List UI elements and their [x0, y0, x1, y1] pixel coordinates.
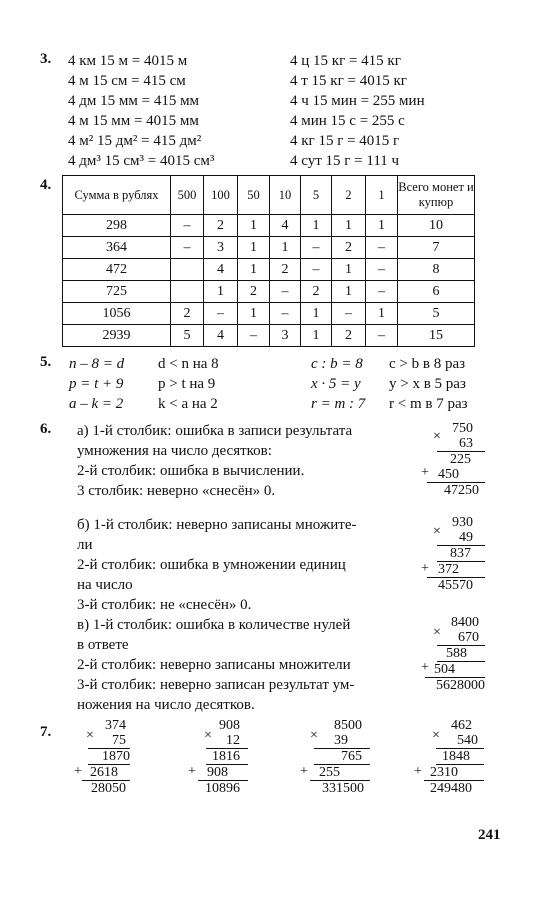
relation: c > b в 8 раз [389, 356, 466, 372]
result: 331500 [310, 780, 370, 796]
text-line: умножения на число десятков: [77, 443, 272, 459]
text-line: 3-й столбик: не «снесён» 0. [77, 597, 252, 613]
table-cell: – [366, 325, 398, 347]
table-cell: 7 [398, 237, 475, 259]
equation: n – 8 = d [69, 356, 125, 372]
table-cell: 8 [398, 259, 475, 281]
page-number: 241 [478, 827, 501, 843]
result: 28050 [82, 780, 130, 796]
column-multiplication [415, 421, 485, 498]
table-cell: 1 [332, 215, 366, 237]
task-3-right-line: 4 т 15 кг = 4015 кг [290, 73, 407, 89]
task-7-number: 7. [40, 724, 52, 740]
table-header-row [63, 176, 475, 215]
text-line: в ответе [77, 637, 129, 653]
table-cell: 1 [238, 237, 270, 259]
text-line: 3-й столбик: неверно записан результат ум- [77, 677, 355, 693]
column-multiplication [415, 515, 485, 593]
column-multiplication [415, 615, 485, 693]
table-cell: 1 [238, 259, 270, 281]
table-cell: 3 [270, 325, 301, 347]
table-cell: – [366, 237, 398, 259]
table-cell: 3 [204, 237, 238, 259]
plus-sign: + [421, 660, 429, 675]
times-sign: × [86, 728, 94, 743]
result: 10896 [198, 780, 248, 796]
table-row [63, 259, 475, 281]
table-cell: 2 [301, 281, 332, 303]
multiplicand: 8400 [451, 615, 479, 630]
table-cell: 10 [398, 215, 475, 237]
table-cell: – [366, 281, 398, 303]
table-cell: 1 [332, 281, 366, 303]
table-cell: 2 [171, 303, 204, 325]
partial-product: 2618 [90, 765, 118, 780]
table-cell: – [332, 303, 366, 325]
table-cell: 1056 [63, 303, 171, 325]
task-6-text-a [77, 421, 352, 501]
partial-product: 450 [438, 467, 459, 482]
times-sign: × [433, 524, 441, 539]
task-5-col-3 [311, 354, 365, 414]
task-3-right-column [290, 51, 425, 171]
times-sign: × [310, 728, 318, 743]
plus-sign: + [74, 764, 82, 779]
partial-product: 588 [437, 646, 485, 662]
table-cell: 2 [332, 325, 366, 347]
partial-product: 1848 [436, 749, 484, 765]
partial-product: 372 [438, 562, 459, 577]
result: 47250 [427, 482, 485, 498]
table-cell: 15 [398, 325, 475, 347]
table-cell: 1 [270, 237, 301, 259]
multiplicand: 462 [451, 718, 472, 733]
task-3-right-line: 4 кг 15 г = 4015 г [290, 133, 400, 149]
result: 5628000 [425, 677, 485, 693]
task-3-left-line: 4 км 15 м = 4015 м [68, 53, 188, 69]
table-cell: – [301, 259, 332, 281]
plus-sign: + [421, 561, 429, 576]
table-cell: 1 [301, 325, 332, 347]
table-cell: – [171, 215, 204, 237]
times-sign: × [432, 728, 440, 743]
result: 249480 [424, 780, 484, 796]
table-cell: – [366, 259, 398, 281]
task-3-left-line: 4 м 15 см = 415 см [68, 73, 186, 89]
task-6-number: 6. [40, 421, 52, 437]
table-cell [171, 259, 204, 281]
table-cell: 472 [63, 259, 171, 281]
task-3-right-line: 4 ч 15 мин = 255 мин [290, 93, 425, 109]
table-cell: 1 [238, 215, 270, 237]
table-cell: – [301, 237, 332, 259]
table-cell: – [270, 303, 301, 325]
table-cell: 6 [398, 281, 475, 303]
column-multiplication [414, 718, 484, 796]
text-line: 3 столбик: неверно «снесён» 0. [77, 483, 276, 499]
table-cell: 298 [63, 215, 171, 237]
task-3-left-column [68, 51, 214, 171]
task-5-number: 5. [40, 354, 52, 370]
equation: p = t + 9 [69, 376, 124, 392]
table-row [63, 325, 475, 347]
coins-table [62, 175, 475, 347]
task-5-col-2 [158, 354, 219, 414]
partial-product: 255 [319, 765, 340, 780]
partial-product: 2310 [430, 765, 458, 780]
table-row [63, 237, 475, 259]
task-6-text-b [77, 515, 356, 715]
table-cell: 4 [204, 325, 238, 347]
partial-product: 765 [314, 749, 370, 765]
table-cell: 2 [238, 281, 270, 303]
table-cell: 2 [270, 259, 301, 281]
multiplier: 540 [436, 733, 484, 749]
header-500: 500 [171, 176, 204, 215]
table-row [63, 215, 475, 237]
header-1: 1 [366, 176, 398, 215]
header-5: 5 [301, 176, 332, 215]
partial-product: 504 [434, 662, 455, 677]
header-2: 2 [332, 176, 366, 215]
multiplier: 670 [437, 630, 485, 646]
task-3-left-line: 4 дм³ 15 см³ = 4015 см³ [68, 153, 215, 169]
table-cell: – [204, 303, 238, 325]
table-cell: 364 [63, 237, 171, 259]
table-cell: – [171, 237, 204, 259]
partial-product: 225 [437, 451, 485, 467]
column-multiplication [300, 718, 370, 796]
partial-product: 1870 [88, 749, 130, 765]
table-cell [171, 281, 204, 303]
table-cell: 1 [332, 259, 366, 281]
column-multiplication [60, 718, 130, 796]
multiplicand: 930 [452, 515, 473, 530]
equation: c : b = 8 [311, 356, 363, 372]
relation: y > x в 5 раз [389, 376, 466, 392]
table-cell: 4 [270, 215, 301, 237]
task-3-left-line: 4 м 15 мм = 4015 мм [68, 113, 199, 129]
table-cell: 1 [204, 281, 238, 303]
table-cell: 2939 [63, 325, 171, 347]
text-line: б) 1-й столбик: неверно записаны множите- [77, 517, 357, 533]
table-cell: 1 [301, 303, 332, 325]
table-cell: 1 [366, 215, 398, 237]
header-100: 100 [204, 176, 238, 215]
relation: p > t на 9 [158, 376, 216, 392]
table-cell: 1 [301, 215, 332, 237]
partial-product: 837 [437, 546, 485, 562]
text-line: ли [77, 537, 93, 553]
equation: a – k = 2 [69, 396, 124, 412]
task-4-number: 4. [40, 177, 52, 193]
table-row [63, 303, 475, 325]
column-multiplication [178, 718, 248, 796]
text-line: а) 1-й столбик: ошибка в записи результата [77, 423, 353, 439]
table-row [63, 281, 475, 303]
task-5-col-4 [389, 354, 468, 414]
multiplicand: 908 [219, 718, 240, 733]
partial-product: 1816 [206, 749, 248, 765]
task-3-left-line: 4 м² 15 дм² = 415 дм² [68, 133, 202, 149]
text-line: ножения на число десятков. [77, 697, 255, 713]
table-cell: – [270, 281, 301, 303]
multiplier: 39 [314, 733, 370, 749]
task-3-number: 3. [40, 51, 52, 67]
header-10: 10 [270, 176, 301, 215]
equation: x · 5 = y [311, 376, 361, 392]
multiplier: 63 [459, 436, 473, 451]
header-total: Всего монет и купюр [398, 176, 475, 215]
partial-product: 908 [207, 765, 228, 780]
relation: r < m в 7 раз [389, 396, 468, 412]
plus-sign: + [188, 764, 196, 779]
text-line: в) 1-й столбик: ошибка в количестве нулей [77, 617, 351, 633]
multiplier: 12 [206, 733, 248, 749]
table-cell: 2 [332, 237, 366, 259]
task-5-col-1 [69, 354, 124, 414]
equation: r = m : 7 [311, 396, 366, 412]
result: 45570 [427, 577, 485, 593]
task-3-right-line: 4 мин 15 с = 255 с [290, 113, 405, 129]
relation: d < n на 8 [158, 356, 219, 372]
table-cell: 5 [171, 325, 204, 347]
multiplicand: 750 [452, 421, 473, 436]
task-3-right-line: 4 сут 15 г = 111 ч [290, 153, 400, 169]
task-3-left-line: 4 дм 15 мм = 415 мм [68, 93, 200, 109]
plus-sign: + [414, 764, 422, 779]
times-sign: × [204, 728, 212, 743]
text-line: на число [77, 577, 133, 593]
times-sign: × [433, 625, 441, 640]
plus-sign: + [300, 764, 308, 779]
multiplier: 49 [437, 530, 485, 546]
multiplicand: 8500 [334, 718, 362, 733]
table-cell: – [238, 325, 270, 347]
table-cell: 2 [204, 215, 238, 237]
plus-sign: + [421, 465, 429, 480]
multiplier: 75 [88, 733, 130, 749]
table-cell: 4 [204, 259, 238, 281]
table-cell: 1 [238, 303, 270, 325]
times-sign: × [433, 429, 441, 444]
task-3-right-line: 4 ц 15 кг = 415 кг [290, 53, 401, 69]
text-line: 2-й столбик: ошибка в умножении единиц [77, 557, 346, 573]
text-line: 2-й столбик: неверно записаны множители [77, 657, 351, 673]
multiplicand: 374 [105, 718, 126, 733]
table-cell: 1 [366, 303, 398, 325]
header-sum: Сумма в рублях [63, 176, 171, 215]
relation: k < a на 2 [158, 396, 218, 412]
header-50: 50 [238, 176, 270, 215]
table-cell: 725 [63, 281, 171, 303]
table-cell: 5 [398, 303, 475, 325]
text-line: 2-й столбик: ошибка в вычислении. [77, 463, 305, 479]
